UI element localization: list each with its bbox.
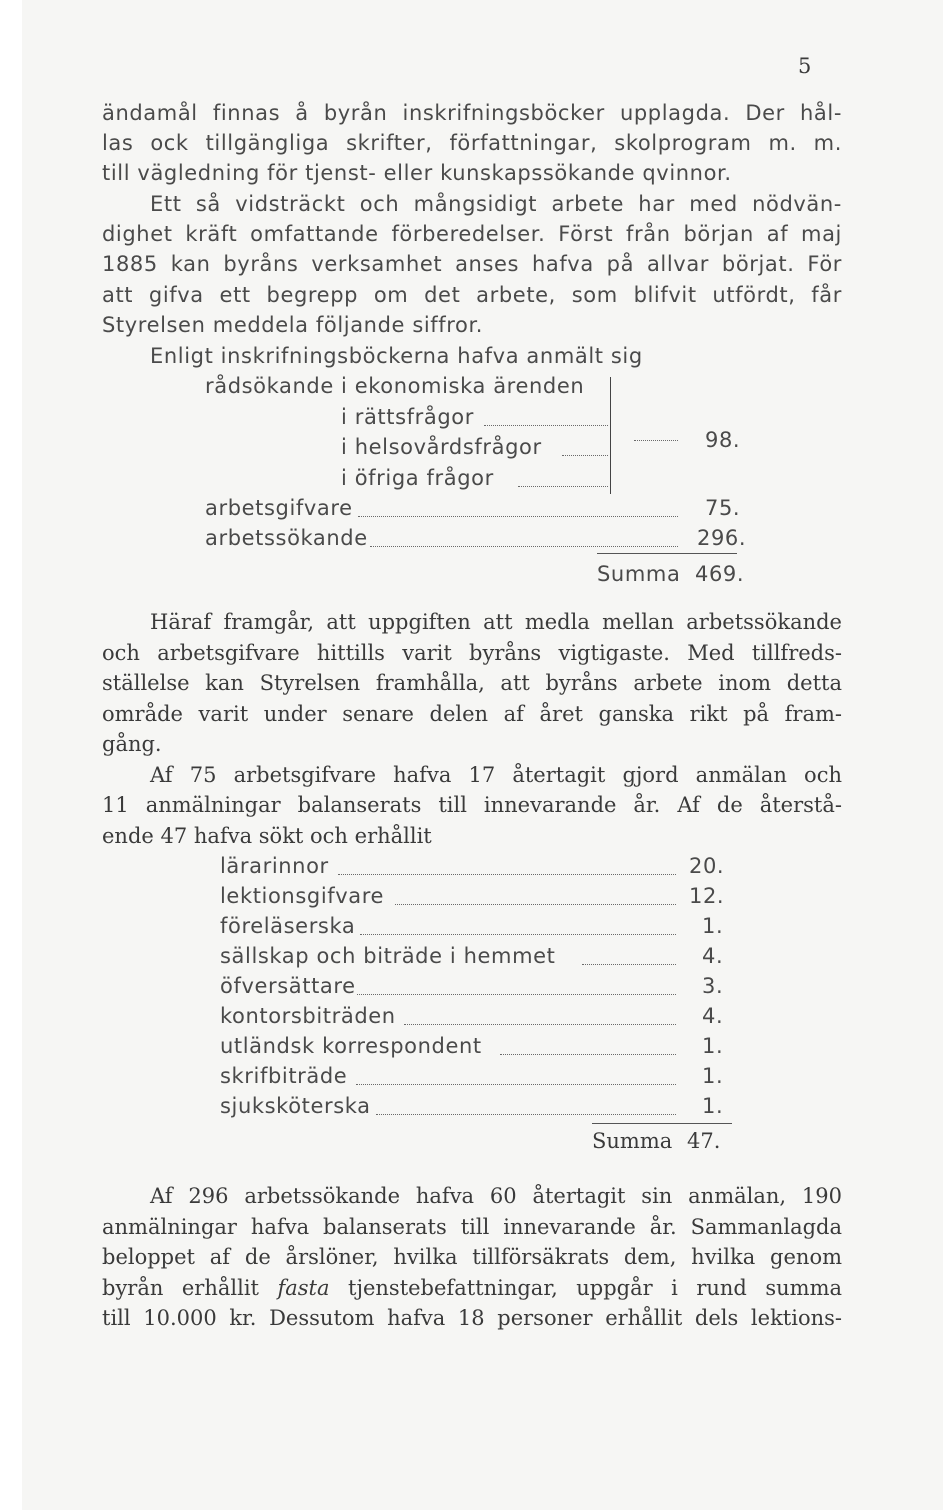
group-label: rådsökande <box>205 374 334 398</box>
dot-leader <box>404 1024 676 1025</box>
dot-leader <box>582 964 676 965</box>
sum-rule <box>592 1123 732 1124</box>
text-line: Enligt inskrifningsböckerna hafva anmält sig <box>150 344 643 368</box>
dot-leader <box>370 546 678 547</box>
row-value: 12. <box>689 884 725 908</box>
text-line: att gifva ett begrepp om det arbete, som blifvit utfördt, får <box>102 283 842 307</box>
text-line: Af 296 arbetssökande hafva 60 återtagit sin anmälan, 190 <box>150 1184 842 1208</box>
row-value: 1. <box>702 1064 724 1088</box>
dot-leader <box>395 904 676 905</box>
row-value: 20. <box>689 854 725 878</box>
dot-leader <box>518 486 608 487</box>
group-value: 98. <box>705 428 741 452</box>
group-item: i rättsfrågor <box>341 405 474 429</box>
row-label: utländsk korrespondent <box>220 1034 482 1058</box>
row-label: lektionsgifvare <box>220 884 385 908</box>
text-line: område varit under senare delen af året ganska rikt på fram- <box>102 702 842 726</box>
row-label: kontorsbiträden <box>220 1004 396 1028</box>
row-value: 1. <box>702 1034 724 1058</box>
bracket <box>610 377 611 494</box>
row-value: 1. <box>702 914 724 938</box>
text-line: beloppet af de årslöner, hvilka tillförsäkrats dem, hvilka genom <box>102 1245 842 1269</box>
text-line: och arbetsgifvare hittills varit byråns vigtigaste. Med tillfreds- <box>102 641 842 665</box>
text-line: Häraf framgår, att uppgiften att medla mellan arbetssökande <box>150 610 842 634</box>
row-label: sjuksköterska <box>220 1094 371 1118</box>
text-line: anmälningar hafva balanserats till innevarande år. Sammanlagda <box>102 1215 842 1239</box>
text-line: 11 anmälningar balanserats till innevarande år. Af de återstå- <box>102 793 842 817</box>
row-label: sällskap och biträde i hemmet <box>220 944 556 968</box>
group-item: i ekonomiska ärenden <box>341 374 585 398</box>
row-value: 4. <box>702 944 724 968</box>
row-value: 75. <box>705 496 741 520</box>
row-label: öfversättare <box>220 974 356 998</box>
dot-leader <box>634 440 678 441</box>
dot-leader <box>376 1114 676 1115</box>
row-value: 296. <box>697 526 747 550</box>
text-segment: byrån erhållit <box>102 1276 259 1300</box>
text-segment: tjenstebefattningar, uppgår i rund summa <box>348 1276 842 1300</box>
text-line: gång. <box>102 732 162 756</box>
row-label: arbetsgifvare <box>205 496 353 520</box>
sum-value: 469. <box>695 562 745 586</box>
emphasis-text: fasta <box>277 1276 330 1300</box>
text-line: ställelse kan Styrelsen framhålla, att byråns arbete inom detta <box>102 671 842 695</box>
dot-leader <box>484 425 608 426</box>
text-line: ändamål finnas å byrån inskrifningsböcker upplagda. Der hål- <box>102 101 842 125</box>
dot-leader <box>360 934 676 935</box>
text-line: 1885 kan byråns verksamhet anses hafva på allvar börjat. För <box>102 252 842 276</box>
row-label: lärarinnor <box>220 854 329 878</box>
text-line: till vägledning för tjenst- eller kunskapssökande qvinnor. <box>102 161 732 185</box>
dot-leader <box>357 994 676 995</box>
text-line: Styrelsen meddela följande siffror. <box>102 313 484 337</box>
page-edge <box>0 0 22 1510</box>
row-label: föreläserska <box>220 914 356 938</box>
text-line: Ett så vidsträckt och mångsidigt arbete har med nödvän- <box>150 192 842 216</box>
dot-leader <box>358 516 678 517</box>
sum-value: 47. <box>687 1129 721 1153</box>
sum-label: Summa <box>592 1129 673 1153</box>
sum-label: Summa <box>597 562 681 586</box>
row-label: skrifbiträde <box>220 1064 348 1088</box>
dot-leader <box>356 1084 676 1085</box>
page-number: 5 <box>798 54 812 78</box>
row-value: 3. <box>702 974 724 998</box>
text-line: Af 75 arbetsgifvare hafva 17 återtagit gjord anmälan och <box>150 763 842 787</box>
row-value: 4. <box>702 1004 724 1028</box>
dot-leader <box>562 455 608 456</box>
sum-rule <box>597 553 737 554</box>
text-line: las ock tillgängliga skrifter, författningar, skolprogram m. m. <box>102 131 842 155</box>
row-value: 1. <box>702 1094 724 1118</box>
text-line: dighet kräft omfattande förberedelser. Först från början af maj <box>102 222 842 246</box>
group-item: i öfriga frågor <box>341 466 494 490</box>
text-line: till 10.000 kr. Dessutom hafva 18 personer erhållit dels lektions- <box>102 1306 842 1330</box>
text-line: ende 47 hafva sökt och erhållit <box>102 824 432 848</box>
dot-leader <box>338 874 676 875</box>
dot-leader <box>500 1054 676 1055</box>
row-label: arbetssökande <box>205 526 368 550</box>
text-line <box>102 1273 842 1303</box>
group-item: i helsovårdsfrågor <box>341 435 542 459</box>
